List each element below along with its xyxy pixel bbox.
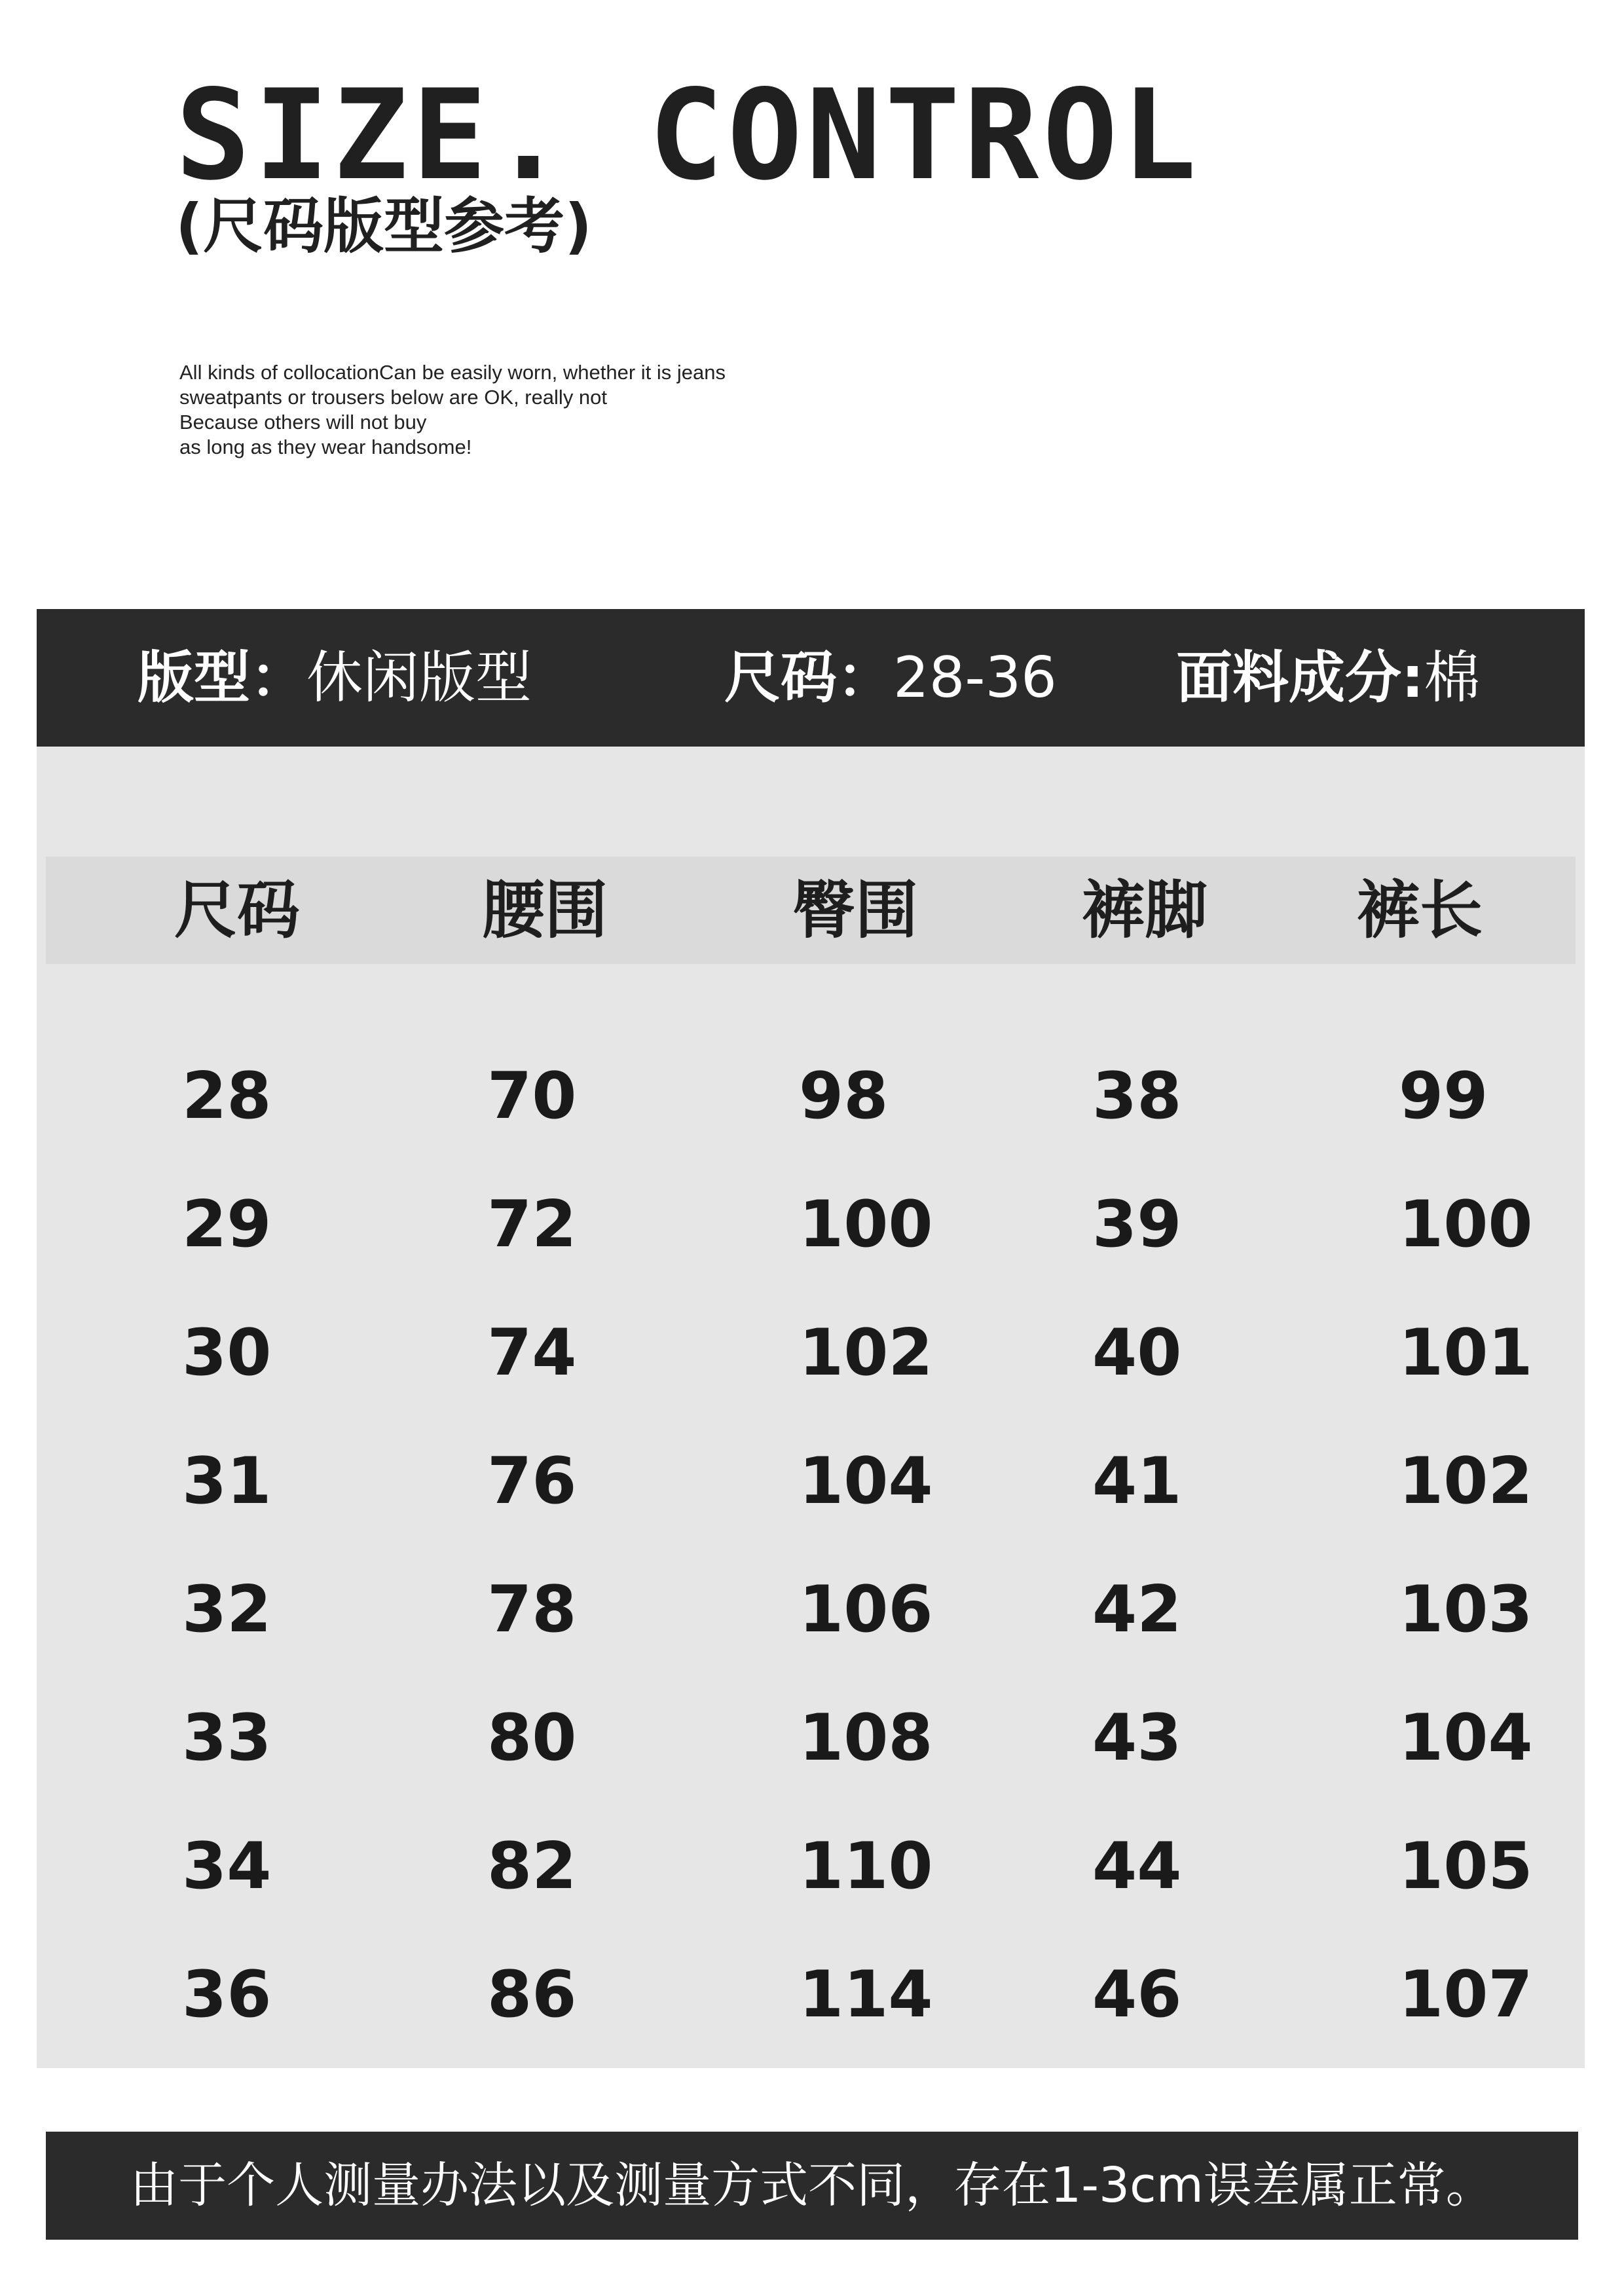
cell-hip: 102 bbox=[799, 1316, 933, 1390]
cell-size: 33 bbox=[182, 1701, 272, 1775]
table-row bbox=[37, 1442, 1585, 1521]
table-row bbox=[37, 1955, 1585, 2034]
cell-waist: 76 bbox=[487, 1444, 577, 1519]
cell-leg-opening: 40 bbox=[1092, 1316, 1182, 1390]
cell-length: 104 bbox=[1399, 1701, 1533, 1775]
cell-waist: 70 bbox=[487, 1059, 577, 1134]
cell-leg-opening: 41 bbox=[1092, 1444, 1182, 1519]
cell-waist: 78 bbox=[487, 1572, 577, 1647]
cell-leg-opening: 43 bbox=[1092, 1701, 1182, 1775]
page-title: SIZE. CONTROL bbox=[175, 63, 1201, 208]
size-value: 28-36 bbox=[893, 645, 1057, 711]
table-row bbox=[37, 1570, 1585, 1649]
cell-leg-opening: 44 bbox=[1092, 1829, 1182, 1904]
cell-leg-opening: 46 bbox=[1092, 1957, 1182, 2032]
cell-waist: 86 bbox=[487, 1957, 577, 2032]
description-line: Because others will not buy bbox=[179, 411, 427, 434]
header-length: 裤长 bbox=[1357, 874, 1483, 947]
measurement-note: 由于个人测量办法以及测量方式不同，存在1-3cm误差属正常。 bbox=[46, 2132, 1578, 2240]
fit-label: 版型： bbox=[138, 645, 306, 711]
size-table bbox=[37, 747, 1585, 2068]
cell-hip: 98 bbox=[799, 1059, 889, 1134]
cell-length: 105 bbox=[1399, 1829, 1533, 1904]
cell-hip: 114 bbox=[799, 1957, 933, 2032]
cell-size: 28 bbox=[182, 1059, 272, 1134]
fit-value: 休闲版型 bbox=[306, 645, 532, 711]
table-row bbox=[37, 1185, 1585, 1264]
cell-size: 36 bbox=[182, 1957, 272, 2032]
size-label: 尺码： bbox=[724, 645, 893, 711]
cell-size: 32 bbox=[182, 1572, 272, 1647]
cell-length: 103 bbox=[1399, 1572, 1533, 1647]
page-subtitle: (尺码版型参考) bbox=[175, 191, 593, 261]
cell-waist: 82 bbox=[487, 1829, 577, 1904]
fabric-value: 棉 bbox=[1424, 645, 1481, 711]
header-hip: 臀围 bbox=[792, 874, 918, 947]
header-waist: 腰围 bbox=[482, 874, 608, 947]
cell-length: 100 bbox=[1399, 1187, 1533, 1262]
cell-waist: 80 bbox=[487, 1701, 577, 1775]
table-row bbox=[37, 1057, 1585, 1136]
cell-hip: 100 bbox=[799, 1187, 933, 1262]
cell-length: 99 bbox=[1399, 1059, 1488, 1134]
cell-size: 30 bbox=[182, 1316, 272, 1390]
size-info bbox=[724, 609, 1057, 747]
cell-length: 102 bbox=[1399, 1444, 1533, 1519]
cell-length: 101 bbox=[1399, 1316, 1533, 1390]
fit-info bbox=[138, 609, 532, 747]
product-info-bar bbox=[37, 609, 1585, 747]
cell-leg-opening: 39 bbox=[1092, 1187, 1182, 1262]
cell-size: 29 bbox=[182, 1187, 272, 1262]
cell-hip: 108 bbox=[799, 1701, 933, 1775]
table-row bbox=[37, 1827, 1585, 1906]
cell-waist: 74 bbox=[487, 1316, 577, 1390]
table-header-row bbox=[46, 857, 1576, 964]
header-size: 尺码 bbox=[174, 874, 300, 947]
cell-waist: 72 bbox=[487, 1187, 577, 1262]
table-row bbox=[37, 1314, 1585, 1392]
description-line: sweatpants or trousers below are OK, really not bbox=[179, 386, 608, 409]
cell-leg-opening: 42 bbox=[1092, 1572, 1182, 1647]
description-text bbox=[179, 360, 965, 460]
cell-size: 31 bbox=[182, 1444, 272, 1519]
cell-length: 107 bbox=[1399, 1957, 1533, 2032]
header-leg-opening: 裤脚 bbox=[1082, 874, 1208, 947]
cell-hip: 110 bbox=[799, 1829, 933, 1904]
description-line: All kinds of collocationCan be easily worn, whether it is jeans bbox=[179, 361, 726, 384]
cell-size: 34 bbox=[182, 1829, 272, 1904]
cell-leg-opening: 38 bbox=[1092, 1059, 1182, 1134]
fabric-info bbox=[1176, 609, 1480, 747]
fabric-label: 面料成分: bbox=[1176, 645, 1424, 711]
description-line: as long as they wear handsome! bbox=[179, 435, 472, 458]
cell-hip: 106 bbox=[799, 1572, 933, 1647]
table-row bbox=[37, 1699, 1585, 1777]
cell-hip: 104 bbox=[799, 1444, 933, 1519]
